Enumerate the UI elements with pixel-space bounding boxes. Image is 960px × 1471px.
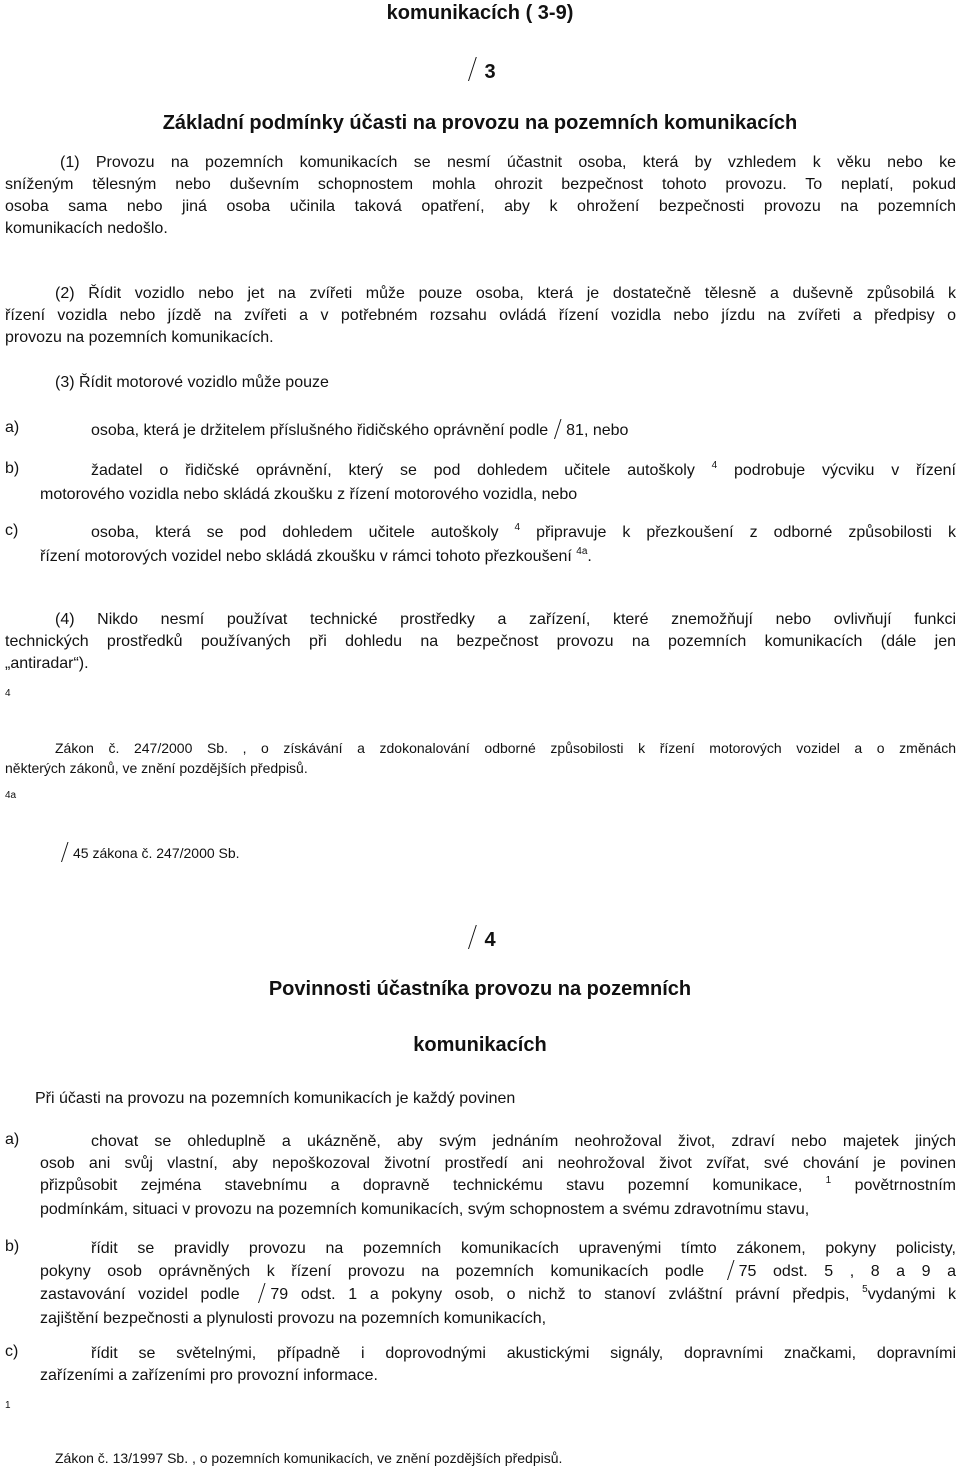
- s4-item-c-marker: c): [5, 1343, 19, 1360]
- section-4-title-line2: komunikacích: [413, 1034, 547, 1056]
- footnote-4-text: Zákon č. 247/2000 Sb. , o získávání a zdokonalování odborné způsobilosti k řízení motorových vozidel a o změnách některých zákonů, ve znění pozdějších předpisů.: [5, 740, 956, 776]
- item-b-text: žadatel o řidičské oprávnění, který se pod dohledem učitele autoškoly $^4$ podrobuje výcviku v řízení motorového vozidla nebo skládá zkoušku z řízení motorového vozidla, nebo: [40, 460, 956, 503]
- s4-item-b-text: řídit se pravidly provozu na pozemních komunikacích upravenými tímto zákonem, pokyny policisty, pokyny osob oprávněných k řízení provozu na pozemních komunikacích podle 75 odst. 5 , 8 a 9 a zastavování vozidel podle 79 odst. 1 a pokyny osob, o nichž to stanoví zvláštní právní předpis, $^5$vydanými k zajištění bezpečnosti a plynulosti provozu na pozemních komunikacích,: [40, 1240, 957, 1327]
- s4-item-a-text: chovat se ohleduplně a ukázněně, aby svým jednáním neohrožoval život, zdraví nebo majetek jiných osob ani svůj vlastní, aby nepoškozoval životní prostředí ani neohrožoval život zvířat, své chování je povinen přizpůsobit zejména stavebnímu a dopravně technickému stavu pozemní komunikace, $^1$ povětrnostním podmínkám, situaci v provozu na pozemních komunikacích, svým schopnostem a svému zdravotnímu stavu,: [40, 1133, 956, 1218]
- paragraph-4: (4) Nikdo nesmí používat technické prostředky a zařízení, které znemožňují nebo ovlivňují funkci technických prostředků používaných při dohledu na bezpečnost provozu na pozemních komunikacích (dále jen „antiradar“).: [5, 611, 956, 672]
- footnote-4a-marker: 4a: [5, 790, 17, 801]
- item-c-text: osoba, která se pod dohledem učitele autoškoly $^4$ připravuje k přezkoušení z odborné způsobilosti k řízení motorových vozidel nebo skládá zkoušku v rámci tohoto přezkoušení $^{4a}$.: [40, 522, 956, 565]
- s4-item-c-text: řídit se světelnými, případně i doprovodnými akustickými signály, dopravními značkami, dopravními zařízeními a zařízeními pro provozní informace.: [40, 1345, 956, 1384]
- section-4-title-line1: Povinnosti účastníka provozu na pozemních: [268, 978, 692, 1000]
- section-3-title: Základní podmínky účasti na provozu na pozemních komunikacích: [162, 112, 798, 134]
- footnote-1-text: Zákon č. 13/1997 Sb. , o pozemních komunikacích, ve znění pozdějších předpisů.: [55, 1450, 563, 1466]
- section-4-intro: Při účasti na provozu na pozemních komunikacích je každý povinen: [35, 1090, 516, 1107]
- paragraph-3-intro: (3) Řídit motorové vozidlo může pouze: [55, 374, 329, 391]
- section-symbol: [255, 1283, 267, 1301]
- footnote-4a-text: 45 zákona č. 247/2000 Sb.: [55, 842, 240, 861]
- paragraph-2: (2) Řídit vozidlo nebo jet na zvířeti může pouze osoba, která je dostatečně tělesně a duševně způsobilá k řízení vozidla nebo jízdě na zvířeti a v potřebném rozsahu ovládá řízení vozidla nebo jízdu na zvířeti a předpisy o provozu na pozemních komunikacích.: [5, 285, 956, 346]
- section-symbol: [58, 842, 70, 860]
- footnote-4-marker: 4: [5, 688, 11, 699]
- paragraph-1: (1) Provozu na pozemních komunikacích se nesmí účastnit osoba, která by vzhledem k věku nebo ke sníženým tělesným nebo duševním schopnostem mohla ohrozit bezpečnost tohoto provozu. To neplatí, pokud osoba sama nebo jiná osoba učinila taková opatření, aby k ohrožení bezpečnosti provozu na pozemních komunikacích nedošlo.: [5, 154, 956, 237]
- s4-item-a-marker: a): [5, 1131, 20, 1148]
- section-symbol: [464, 926, 478, 948]
- section-symbol: [724, 1260, 736, 1278]
- section-3-number: 3: [0, 58, 960, 84]
- s4-item-b-marker: b): [5, 1238, 20, 1255]
- section-symbol: [464, 58, 478, 80]
- item-b-marker: b): [5, 460, 20, 477]
- section-symbol: [551, 419, 563, 437]
- item-c-marker: c): [5, 522, 19, 539]
- item-a-text: osoba, která je držitelem příslušného řidičského oprávnění podle 81, nebo: [91, 419, 628, 440]
- item-a-marker: a): [5, 419, 20, 436]
- footnote-1-marker: 1: [5, 1400, 11, 1411]
- section-4-number: 4: [0, 926, 960, 952]
- heading-top: komunikacích ( 3-9): [386, 2, 574, 24]
